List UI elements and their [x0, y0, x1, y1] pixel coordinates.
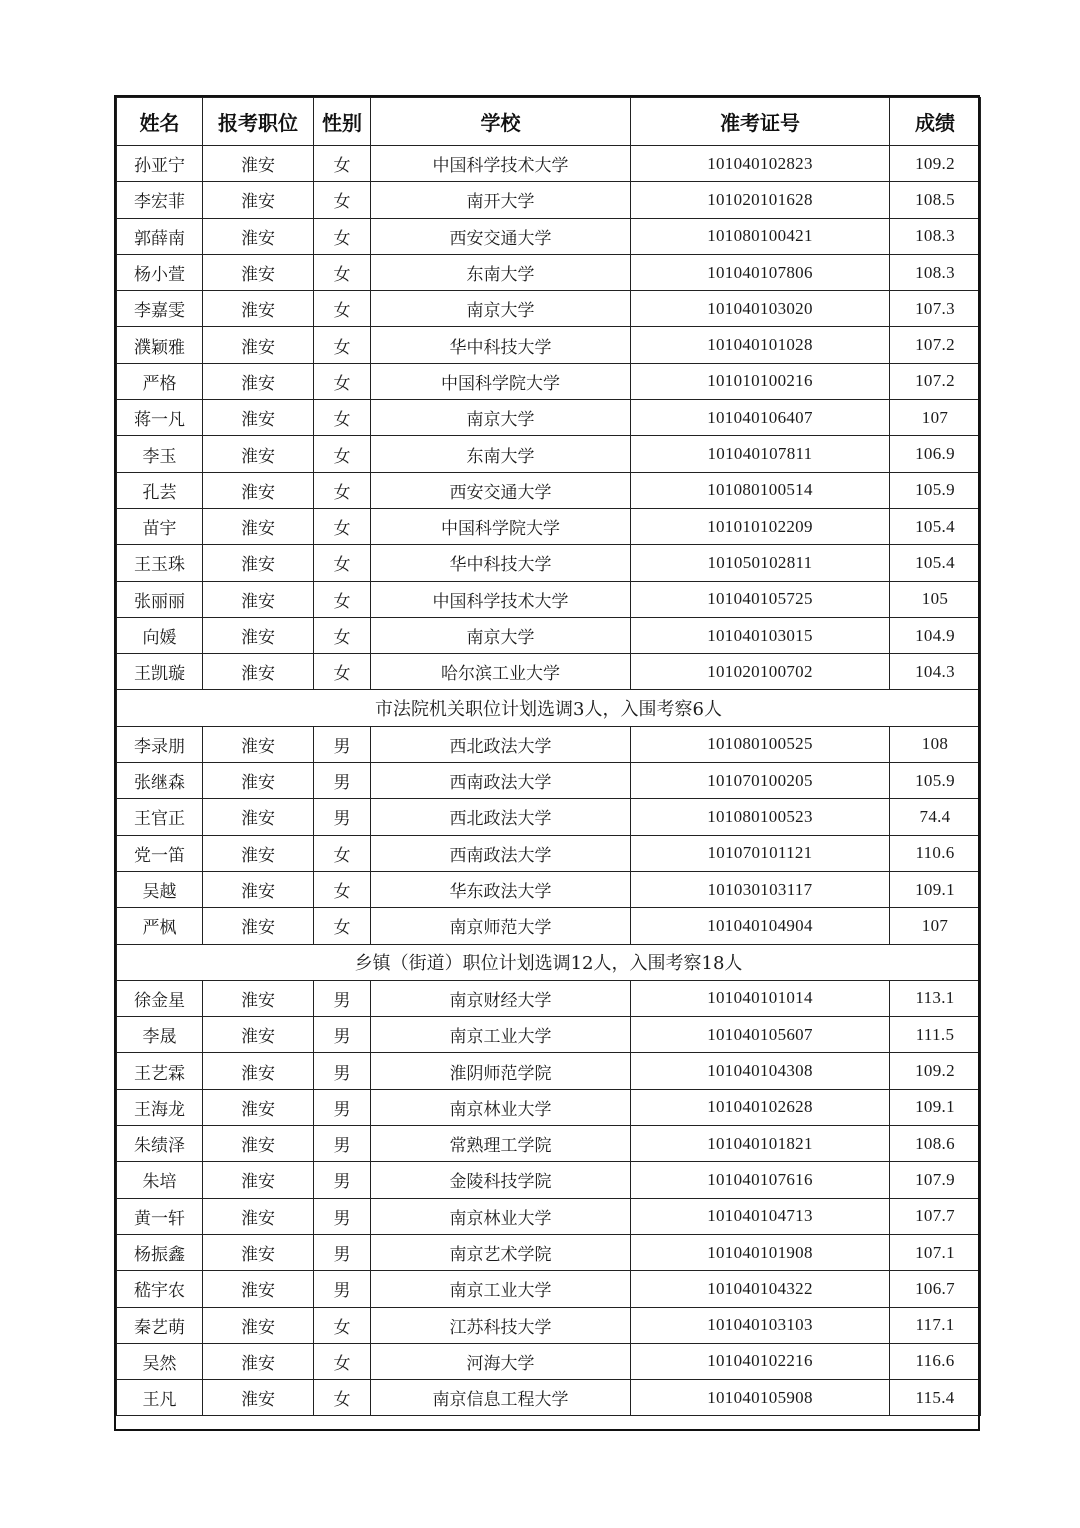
- cell-gender: 男: [314, 799, 371, 835]
- cell-school: 哈尔滨工业大学: [371, 654, 631, 690]
- cell-score: 104.3: [890, 654, 981, 690]
- cell-position: 淮安: [203, 218, 314, 254]
- cell-name: 郭薛南: [117, 218, 203, 254]
- table-row: [117, 1017, 981, 1053]
- cell-gender: 女: [314, 871, 371, 907]
- table-row: [117, 1234, 981, 1270]
- cell-gender: 男: [314, 763, 371, 799]
- table-row: [117, 763, 981, 799]
- cell-school: 南京艺术学院: [371, 1234, 631, 1270]
- cell-name: 吴然: [117, 1343, 203, 1379]
- cell-position: 淮安: [203, 581, 314, 617]
- cell-exam-id: 101070101121: [631, 835, 890, 871]
- cell-school: 南京财经大学: [371, 980, 631, 1016]
- cell-gender: 男: [314, 726, 371, 762]
- cell-exam-id: 101040101908: [631, 1234, 890, 1270]
- cell-score: 107.3: [890, 291, 981, 327]
- cell-school: 南开大学: [371, 182, 631, 218]
- cell-exam-id: 101010100216: [631, 363, 890, 399]
- cell-score: 105.9: [890, 472, 981, 508]
- section-title: 市法院机关职位计划选调3人，入围考察6人: [117, 690, 981, 726]
- table-row: [117, 472, 981, 508]
- cell-exam-id: 101050102811: [631, 545, 890, 581]
- cell-name: 吴越: [117, 871, 203, 907]
- cell-position: 淮安: [203, 291, 314, 327]
- cell-school: 南京林业大学: [371, 1089, 631, 1125]
- cell-name: 孙亚宁: [117, 146, 203, 182]
- cell-position: 淮安: [203, 1017, 314, 1053]
- cell-gender: 女: [314, 291, 371, 327]
- table-row: [117, 908, 981, 944]
- cell-exam-id: 101080100525: [631, 726, 890, 762]
- cell-gender: 男: [314, 1271, 371, 1307]
- section-row: [117, 944, 981, 980]
- cell-gender: 女: [314, 508, 371, 544]
- cell-gender: 女: [314, 835, 371, 871]
- cell-score: 109.2: [890, 1053, 981, 1089]
- cell-position: 淮安: [203, 908, 314, 944]
- cell-gender: 女: [314, 654, 371, 690]
- table-row: [117, 508, 981, 544]
- cell-score: 106.9: [890, 436, 981, 472]
- results-table: [116, 97, 981, 1416]
- table-row: [117, 218, 981, 254]
- cell-position: 淮安: [203, 1380, 314, 1416]
- cell-exam-id: 101020101628: [631, 182, 890, 218]
- table-row: [117, 617, 981, 653]
- cell-position: 淮安: [203, 763, 314, 799]
- cell-name: 朱培: [117, 1162, 203, 1198]
- cell-gender: 男: [314, 1053, 371, 1089]
- table-row: [117, 182, 981, 218]
- cell-gender: 男: [314, 1089, 371, 1125]
- header-row: [117, 98, 981, 146]
- cell-name: 嵇宇农: [117, 1271, 203, 1307]
- cell-exam-id: 101080100421: [631, 218, 890, 254]
- cell-gender: 女: [314, 472, 371, 508]
- cell-exam-id: 101040102823: [631, 146, 890, 182]
- table-row: [117, 871, 981, 907]
- cell-position: 淮安: [203, 654, 314, 690]
- cell-score: 107: [890, 908, 981, 944]
- table-row: [117, 291, 981, 327]
- cell-score: 110.6: [890, 835, 981, 871]
- cell-score: 108: [890, 726, 981, 762]
- cell-gender: 女: [314, 1343, 371, 1379]
- cell-exam-id: 101040105607: [631, 1017, 890, 1053]
- cell-name: 李晟: [117, 1017, 203, 1053]
- cell-score: 107.1: [890, 1234, 981, 1270]
- cell-exam-id: 101080100514: [631, 472, 890, 508]
- cell-gender: 男: [314, 1017, 371, 1053]
- cell-score: 109.1: [890, 1089, 981, 1125]
- cell-score: 108.5: [890, 182, 981, 218]
- cell-name: 黄一轩: [117, 1198, 203, 1234]
- cell-school: 东南大学: [371, 254, 631, 290]
- cell-position: 淮安: [203, 182, 314, 218]
- cell-gender: 女: [314, 1380, 371, 1416]
- cell-gender: 男: [314, 1198, 371, 1234]
- cell-exam-id: 101040104322: [631, 1271, 890, 1307]
- cell-score: 105: [890, 581, 981, 617]
- cell-exam-id: 101040104713: [631, 1198, 890, 1234]
- cell-name: 向媛: [117, 617, 203, 653]
- cell-position: 淮安: [203, 1198, 314, 1234]
- cell-gender: 女: [314, 400, 371, 436]
- cell-school: 华东政法大学: [371, 871, 631, 907]
- cell-score: 105.4: [890, 508, 981, 544]
- cell-score: 107.9: [890, 1162, 981, 1198]
- cell-exam-id: 101040103020: [631, 291, 890, 327]
- cell-gender: 女: [314, 908, 371, 944]
- cell-position: 淮安: [203, 617, 314, 653]
- cell-score: 107: [890, 400, 981, 436]
- cell-school: 南京大学: [371, 400, 631, 436]
- cell-score: 104.9: [890, 617, 981, 653]
- cell-name: 苗宇: [117, 508, 203, 544]
- cell-school: 南京工业大学: [371, 1017, 631, 1053]
- header-school: 学校: [371, 98, 631, 146]
- cell-score: 107.7: [890, 1198, 981, 1234]
- table-row: [117, 835, 981, 871]
- table-row: [117, 1089, 981, 1125]
- header-score: 成绩: [890, 98, 981, 146]
- cell-name: 党一笛: [117, 835, 203, 871]
- cell-gender: 女: [314, 617, 371, 653]
- cell-exam-id: 101040105908: [631, 1380, 890, 1416]
- cell-exam-id: 101020100702: [631, 654, 890, 690]
- cell-score: 108.3: [890, 254, 981, 290]
- cell-name: 杨振鑫: [117, 1234, 203, 1270]
- cell-position: 淮安: [203, 400, 314, 436]
- cell-school: 南京大学: [371, 617, 631, 653]
- cell-score: 109.2: [890, 146, 981, 182]
- cell-name: 秦艺萌: [117, 1307, 203, 1343]
- table-row: [117, 1126, 981, 1162]
- cell-name: 蒋一凡: [117, 400, 203, 436]
- table-row: [117, 1343, 981, 1379]
- cell-score: 105.9: [890, 763, 981, 799]
- cell-score: 107.2: [890, 327, 981, 363]
- cell-position: 淮安: [203, 508, 314, 544]
- cell-school: 华中科技大学: [371, 545, 631, 581]
- cell-school: 淮阴师范学院: [371, 1053, 631, 1089]
- table-row: [117, 254, 981, 290]
- cell-name: 王官正: [117, 799, 203, 835]
- cell-school: 西南政法大学: [371, 835, 631, 871]
- cell-name: 朱绩泽: [117, 1126, 203, 1162]
- table-row: [117, 799, 981, 835]
- cell-name: 王玉珠: [117, 545, 203, 581]
- table-row: [117, 1053, 981, 1089]
- table-row: [117, 1198, 981, 1234]
- cell-school: 西安交通大学: [371, 472, 631, 508]
- header-gender: 性别: [314, 98, 371, 146]
- cell-score: 117.1: [890, 1307, 981, 1343]
- section-row: [117, 690, 981, 726]
- cell-name: 李宏菲: [117, 182, 203, 218]
- cell-exam-id: 101040101014: [631, 980, 890, 1016]
- cell-school: 西北政法大学: [371, 799, 631, 835]
- cell-score: 106.7: [890, 1271, 981, 1307]
- cell-gender: 女: [314, 363, 371, 399]
- cell-exam-id: 101040107616: [631, 1162, 890, 1198]
- cell-name: 张继森: [117, 763, 203, 799]
- cell-name: 李嘉雯: [117, 291, 203, 327]
- cell-name: 王海龙: [117, 1089, 203, 1125]
- cell-exam-id: 101040103015: [631, 617, 890, 653]
- cell-exam-id: 101040107811: [631, 436, 890, 472]
- cell-gender: 女: [314, 581, 371, 617]
- cell-position: 淮安: [203, 1307, 314, 1343]
- table-row: [117, 363, 981, 399]
- cell-name: 濮颖雅: [117, 327, 203, 363]
- cell-exam-id: 101040103103: [631, 1307, 890, 1343]
- cell-school: 华中科技大学: [371, 327, 631, 363]
- cell-exam-id: 101070100205: [631, 763, 890, 799]
- cell-position: 淮安: [203, 1343, 314, 1379]
- cell-gender: 女: [314, 218, 371, 254]
- cell-position: 淮安: [203, 980, 314, 1016]
- cell-exam-id: 101010102209: [631, 508, 890, 544]
- cell-exam-id: 101040104308: [631, 1053, 890, 1089]
- cell-school: 河海大学: [371, 1343, 631, 1379]
- cell-exam-id: 101040106407: [631, 400, 890, 436]
- cell-position: 淮安: [203, 1234, 314, 1270]
- cell-gender: 男: [314, 980, 371, 1016]
- cell-school: 南京师范大学: [371, 908, 631, 944]
- cell-school: 中国科学技术大学: [371, 146, 631, 182]
- cell-school: 南京信息工程大学: [371, 1380, 631, 1416]
- cell-school: 中国科学技术大学: [371, 581, 631, 617]
- cell-exam-id: 101040101028: [631, 327, 890, 363]
- cell-exam-id: 101040107806: [631, 254, 890, 290]
- table-row: [117, 1380, 981, 1416]
- cell-school: 南京大学: [371, 291, 631, 327]
- cell-position: 淮安: [203, 871, 314, 907]
- table-row: [117, 1162, 981, 1198]
- cell-position: 淮安: [203, 1089, 314, 1125]
- cell-position: 淮安: [203, 146, 314, 182]
- cell-position: 淮安: [203, 799, 314, 835]
- table-row: [117, 400, 981, 436]
- cell-position: 淮安: [203, 835, 314, 871]
- header-position: 报考职位: [203, 98, 314, 146]
- table-row: [117, 436, 981, 472]
- cell-exam-id: 101040102216: [631, 1343, 890, 1379]
- cell-position: 淮安: [203, 436, 314, 472]
- cell-school: 东南大学: [371, 436, 631, 472]
- cell-exam-id: 101030103117: [631, 871, 890, 907]
- cell-score: 115.4: [890, 1380, 981, 1416]
- cell-position: 淮安: [203, 472, 314, 508]
- cell-name: 王凡: [117, 1380, 203, 1416]
- cell-position: 淮安: [203, 1126, 314, 1162]
- cell-score: 108.6: [890, 1126, 981, 1162]
- table-row: [117, 1271, 981, 1307]
- cell-name: 孔芸: [117, 472, 203, 508]
- cell-score: 107.2: [890, 363, 981, 399]
- cell-exam-id: 101080100523: [631, 799, 890, 835]
- cell-school: 常熟理工学院: [371, 1126, 631, 1162]
- cell-exam-id: 101040104904: [631, 908, 890, 944]
- cell-name: 徐金星: [117, 980, 203, 1016]
- cell-position: 淮安: [203, 1162, 314, 1198]
- cell-school: 江苏科技大学: [371, 1307, 631, 1343]
- cell-position: 淮安: [203, 1271, 314, 1307]
- cell-score: 111.5: [890, 1017, 981, 1053]
- cell-name: 严枫: [117, 908, 203, 944]
- cell-exam-id: 101040101821: [631, 1126, 890, 1162]
- cell-gender: 女: [314, 254, 371, 290]
- table-row: [117, 1307, 981, 1343]
- cell-position: 淮安: [203, 545, 314, 581]
- cell-score: 113.1: [890, 980, 981, 1016]
- table-row: [117, 146, 981, 182]
- cell-name: 张丽丽: [117, 581, 203, 617]
- cell-exam-id: 101040105725: [631, 581, 890, 617]
- table-row: [117, 545, 981, 581]
- header-name: 姓名: [117, 98, 203, 146]
- cell-name: 严格: [117, 363, 203, 399]
- cell-gender: 女: [314, 545, 371, 581]
- header-exam-id: 准考证号: [631, 98, 890, 146]
- cell-gender: 女: [314, 182, 371, 218]
- cell-name: 王凯璇: [117, 654, 203, 690]
- cell-name: 杨小萱: [117, 254, 203, 290]
- cell-score: 116.6: [890, 1343, 981, 1379]
- cell-school: 南京林业大学: [371, 1198, 631, 1234]
- cell-school: 南京工业大学: [371, 1271, 631, 1307]
- cell-school: 金陵科技学院: [371, 1162, 631, 1198]
- table-row: [117, 980, 981, 1016]
- cell-gender: 男: [314, 1234, 371, 1270]
- cell-position: 淮安: [203, 1053, 314, 1089]
- table-body: [117, 146, 981, 1416]
- table-row: [117, 581, 981, 617]
- cell-gender: 女: [314, 1307, 371, 1343]
- cell-school: 西北政法大学: [371, 726, 631, 762]
- cell-school: 中国科学院大学: [371, 363, 631, 399]
- cell-name: 王艺霖: [117, 1053, 203, 1089]
- cell-school: 西安交通大学: [371, 218, 631, 254]
- cell-gender: 女: [314, 436, 371, 472]
- table-row: [117, 654, 981, 690]
- cell-score: 109.1: [890, 871, 981, 907]
- table-row: [117, 726, 981, 762]
- cell-score: 108.3: [890, 218, 981, 254]
- cell-gender: 男: [314, 1126, 371, 1162]
- cell-position: 淮安: [203, 363, 314, 399]
- cell-name: 李玉: [117, 436, 203, 472]
- cell-position: 淮安: [203, 327, 314, 363]
- cell-score: 105.4: [890, 545, 981, 581]
- cell-exam-id: 101040102628: [631, 1089, 890, 1125]
- cell-position: 淮安: [203, 726, 314, 762]
- cell-position: 淮安: [203, 254, 314, 290]
- table-row: [117, 327, 981, 363]
- cell-name: 李录朋: [117, 726, 203, 762]
- cell-gender: 女: [314, 146, 371, 182]
- cell-score: 74.4: [890, 799, 981, 835]
- cell-gender: 男: [314, 1162, 371, 1198]
- cell-school: 西南政法大学: [371, 763, 631, 799]
- cell-school: 中国科学院大学: [371, 508, 631, 544]
- section-title: 乡镇（街道）职位计划选调12人，入围考察18人: [117, 944, 981, 980]
- cell-gender: 女: [314, 327, 371, 363]
